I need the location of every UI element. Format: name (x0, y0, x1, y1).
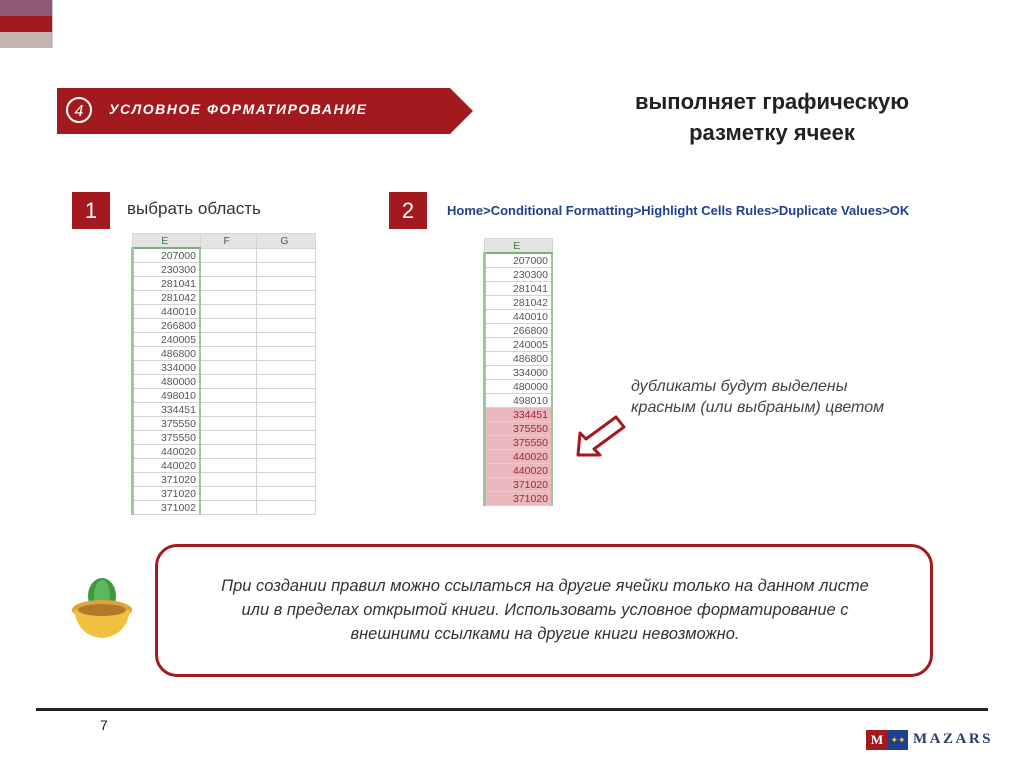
cell-e[interactable]: 375550 (133, 431, 201, 445)
table-row (133, 291, 316, 305)
headline-line2: разметку ячеек (689, 120, 855, 145)
cell-e[interactable]: 486800 (133, 347, 201, 361)
table-row (133, 347, 316, 361)
table-row (133, 403, 316, 417)
cell-g[interactable] (257, 361, 316, 375)
cell-e-duplicate[interactable]: 375550 (485, 422, 553, 436)
cell-f[interactable] (200, 501, 257, 515)
cell-f[interactable] (200, 291, 257, 305)
table-row (133, 305, 316, 319)
cell-e[interactable]: 230300 (133, 263, 201, 277)
table-row (485, 422, 553, 436)
callout-text (175, 574, 915, 646)
cell-g[interactable] (257, 319, 316, 333)
table-row (133, 445, 316, 459)
cell-e[interactable]: 230300 (485, 268, 553, 282)
table-row (485, 324, 553, 338)
table-row (133, 319, 316, 333)
table-row (485, 366, 553, 380)
cell-g[interactable] (257, 501, 316, 515)
cell-e-duplicate[interactable]: 334451 (485, 408, 553, 422)
cell-g[interactable] (257, 277, 316, 291)
cell-g[interactable] (257, 487, 316, 501)
column-header-e: E (133, 234, 201, 249)
logo-stars-icon: ✦✦ (888, 730, 908, 750)
cell-e[interactable]: 240005 (485, 338, 553, 352)
cell-f[interactable] (200, 248, 257, 263)
column-header-f: F (200, 234, 257, 249)
table-row (133, 248, 316, 263)
cell-f[interactable] (200, 333, 257, 347)
cactus-pot-icon (70, 570, 134, 640)
spreadsheet-result (483, 238, 553, 506)
table-row (485, 394, 553, 408)
cell-f[interactable] (200, 263, 257, 277)
cell-e[interactable]: 334000 (133, 361, 201, 375)
note-line1: дубликаты будут выделены (631, 378, 848, 395)
column-header-g: G (257, 234, 316, 249)
spreadsheet-selection (131, 233, 316, 515)
callout-line1: При создании правил можно ссылаться на другие ячейки только на данном листе (221, 577, 869, 595)
cell-f[interactable] (200, 459, 257, 473)
callout-line3: внешними ссылками на другие книги невозможно. (350, 625, 740, 643)
cell-e[interactable]: 371020 (133, 473, 201, 487)
headline-line1: выполняет графическую (634, 89, 910, 114)
footer-rule (36, 708, 988, 711)
logo-text: MAZARS (913, 731, 994, 747)
cell-e[interactable]: 375550 (133, 417, 201, 431)
cell-g[interactable] (257, 473, 316, 487)
cell-e[interactable]: 266800 (133, 319, 201, 333)
cell-e[interactable]: 440010 (133, 305, 201, 319)
table-row (485, 310, 553, 324)
cell-e[interactable]: 480000 (485, 380, 553, 394)
table-row (485, 253, 553, 268)
corner-block-grey (0, 32, 52, 48)
cell-e[interactable]: 334451 (133, 403, 201, 417)
cell-g[interactable] (257, 291, 316, 305)
cell-g[interactable] (257, 403, 316, 417)
cell-e-duplicate[interactable]: 375550 (485, 436, 553, 450)
table-row (485, 436, 553, 450)
cell-e[interactable]: 207000 (485, 253, 553, 268)
table-row (133, 375, 316, 389)
table-row (133, 459, 316, 473)
step1-label: выбрать область (127, 199, 261, 218)
cell-g[interactable] (257, 445, 316, 459)
table-row (485, 352, 553, 366)
cell-e[interactable]: 498010 (485, 394, 553, 408)
pointer-arrow-icon (570, 413, 630, 463)
cell-f[interactable] (200, 319, 257, 333)
step2-badge: 2 (389, 192, 427, 229)
cell-g[interactable] (257, 333, 316, 347)
callout-line2: или в пределах открытой книги. Использовать условное форматирование с (241, 601, 849, 619)
cell-f[interactable] (200, 473, 257, 487)
logo-mark: M (866, 730, 888, 750)
banner-title: УСЛОВНОЕ ФОРМАТИРОВАНИЕ (109, 101, 368, 117)
page-number: 7 (100, 717, 108, 733)
table-row (133, 333, 316, 347)
cell-f[interactable] (200, 305, 257, 319)
cell-e[interactable]: 371002 (133, 501, 201, 515)
table-row (485, 338, 553, 352)
cell-f[interactable] (200, 487, 257, 501)
corner-block-purple (0, 0, 52, 16)
table-row (485, 478, 553, 492)
table-row (133, 277, 316, 291)
table-row (485, 296, 553, 310)
cell-e[interactable]: 240005 (133, 333, 201, 347)
cell-e[interactable]: 440020 (133, 459, 201, 473)
table-row (133, 389, 316, 403)
table-row (485, 282, 553, 296)
table-row (485, 268, 553, 282)
table-row (133, 487, 316, 501)
cell-f[interactable] (200, 361, 257, 375)
cell-f[interactable] (200, 431, 257, 445)
table-row (485, 408, 553, 422)
cell-e[interactable]: 440020 (133, 445, 201, 459)
cell-e[interactable]: 281041 (133, 277, 201, 291)
cell-f[interactable] (200, 403, 257, 417)
cell-g[interactable] (257, 263, 316, 277)
table-row (485, 464, 553, 478)
corner-block-red (0, 16, 52, 32)
cell-e[interactable]: 281041 (485, 282, 553, 296)
banner-number: 4 (66, 97, 92, 123)
cell-g[interactable] (257, 305, 316, 319)
cell-e[interactable]: 480000 (133, 375, 201, 389)
cell-e-duplicate[interactable]: 371020 (485, 492, 553, 506)
step1-badge: 1 (72, 192, 110, 229)
cell-e-duplicate[interactable]: 371020 (485, 478, 553, 492)
cell-g[interactable] (257, 431, 316, 445)
duplicates-note (631, 376, 884, 418)
table-row (485, 450, 553, 464)
cell-e[interactable]: 440010 (485, 310, 553, 324)
cell-e[interactable]: 334000 (485, 366, 553, 380)
table-row (133, 361, 316, 375)
cell-e[interactable]: 266800 (485, 324, 553, 338)
step2-label: Home>Conditional Formatting>Highlight Cells Rules>Duplicate Values>OK (447, 203, 910, 218)
cell-e[interactable]: 207000 (133, 248, 201, 263)
table-row (133, 263, 316, 277)
cell-g[interactable] (257, 347, 316, 361)
cell-f[interactable] (200, 347, 257, 361)
cell-f[interactable] (200, 375, 257, 389)
cell-g[interactable] (257, 459, 316, 473)
cell-f[interactable] (200, 445, 257, 459)
headline (592, 86, 952, 148)
cell-g[interactable] (257, 389, 316, 403)
cell-e[interactable]: 486800 (485, 352, 553, 366)
cell-e[interactable]: 498010 (133, 389, 201, 403)
note-line2: красным (или выбраным) цветом (631, 399, 885, 416)
cell-g[interactable] (257, 375, 316, 389)
section-banner (57, 88, 473, 134)
cell-g[interactable] (257, 417, 316, 431)
cell-e[interactable]: 371020 (133, 487, 201, 501)
cell-e-duplicate[interactable]: 440020 (485, 464, 553, 478)
table-row (133, 431, 316, 445)
table-row (133, 417, 316, 431)
table-row (133, 501, 316, 515)
cell-e[interactable]: 281042 (133, 291, 201, 305)
cell-f[interactable] (200, 389, 257, 403)
corner-divider (52, 0, 53, 48)
table-row (485, 492, 553, 506)
cell-g[interactable] (257, 248, 316, 263)
column-header-e: E (485, 239, 553, 254)
table-row (485, 380, 553, 394)
cell-e[interactable]: 281042 (485, 296, 553, 310)
table-row (133, 473, 316, 487)
cell-f[interactable] (200, 277, 257, 291)
cell-e-duplicate[interactable]: 440020 (485, 450, 553, 464)
cell-f[interactable] (200, 417, 257, 431)
